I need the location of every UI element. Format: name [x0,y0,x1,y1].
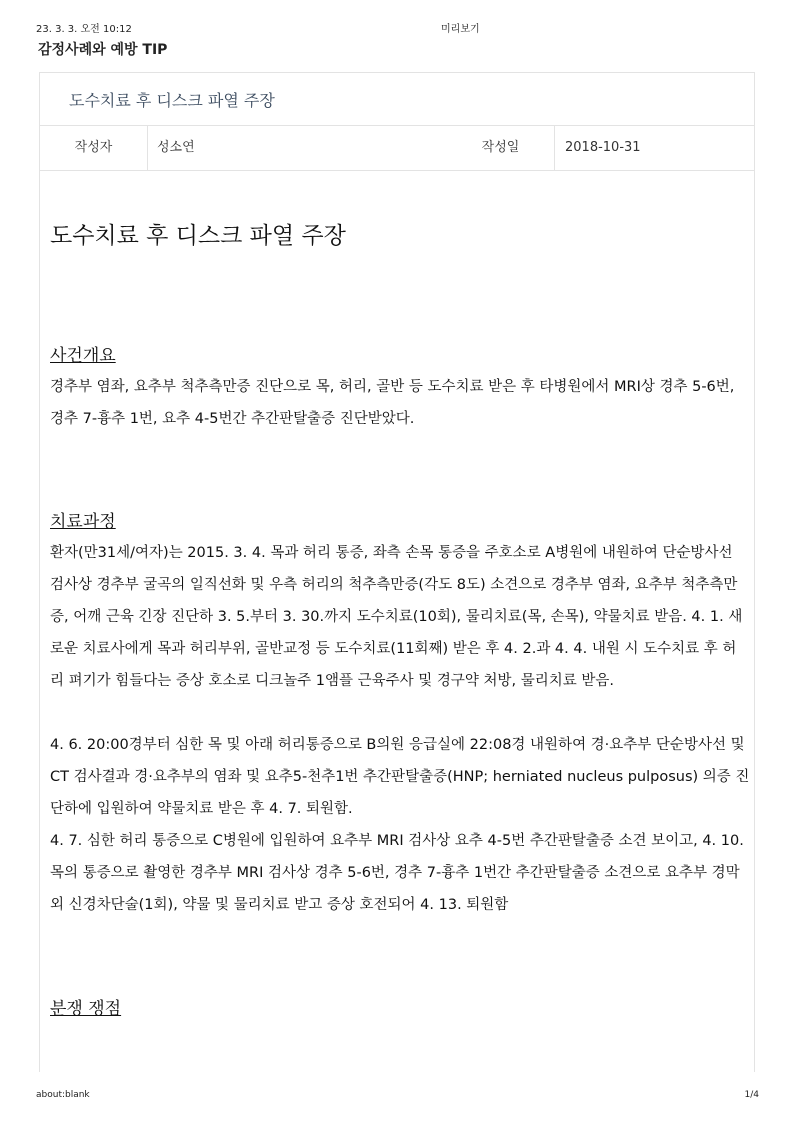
page-number: 1/4 [744,1090,759,1100]
date-value: 2018-10-31 [565,140,641,155]
author-label: 작성자 [40,126,148,170]
print-date: 23. 3. 3. 오전 10:12 [36,24,132,35]
print-header [36,20,757,34]
section-title-dispute: 분쟁 쟁점 [50,999,122,1019]
print-url: about:blank [36,1090,90,1100]
overview-paragraph: 경추부 염좌, 요추부 척추측만증 진단으로 목, 허리, 골반 등 도수치료 받은 후 타병원에서 MRI상 경추 5-6번, 경추 7-흉추 1번, 요추 4-5번간 추간판탈출증 진단받았다. [50,379,735,427]
date-label: 작성일 [447,126,555,170]
print-footer [36,1090,759,1102]
treatment-paragraph-2: 4. 6. 20:00경부터 심한 목 및 아래 허리통증으로 B의원 응급실에 22:08경 내원하여 경·요추부 단순방사선 및 CT 검사결과 경·요추부의 염좌 및 요추5-천추1번 추간판탈출증(HNP; herniated nucleus pulposus) 의증 진단하에 입원하여 약물치료 받은 후 4. 7. 퇴원함. [50,737,750,817]
treatment-paragraph-3: 4. 7. 심한 허리 통증으로 C병원에 입원하여 요추부 MRI 검사상 요추 4-5번 추간판탈출증 소견 보이고, 4. 10. 목의 통증으로 촬영한 경추부 MRI 검사상 경추 5-6번, 경추 7-흉추 1번간 추간판탈출증 소견으로 요추부 경막외 신경차단술(1회), 약물 및 물리치료 받고 증상 호전되어 4. 13. 퇴원함 [50,833,744,913]
treatment-paragraph-1: 환자(만31세/여자)는 2015. 3. 4. 목과 허리 통증, 좌측 손목 통증을 주호소로 A병원에 내원하여 단순방사선 검사상 경추부 굴곡의 일직선화 및 우측 허리의 척추측만증(각도 8도) 소견으로 경추부 염좌, 요추부 척추측만증, 어깨 근육 긴장 진단하 3. 5.부터 3. 30.까지 도수치료(10회), 물리치료(목, 손목), 약물치료 받음. 4. 1. 새로운 치료사에게 목과 허리부위, 골반교정 등 도수치료(11회째) 받은 후 4. 2.과 4. 4. 내원 시 도수치료 후 허리 펴기가 힘들다는 증상 호소로 디크놀주 1앰플 근육주사 및 경구약 처방, 물리치료 받음. [50,545,743,689]
site-title: 감정사례와 예방 TIP [38,42,168,58]
author-value: 성소연 [157,140,195,155]
post-container [39,72,755,1072]
post-meta-row [40,126,754,171]
post-title-row [40,73,754,126]
section-title-treatment: 치료과정 [50,512,116,532]
section-title-overview: 사건개요 [50,346,116,366]
post-title: 도수치료 후 디스크 파열 주장 [69,91,275,110]
print-title: 미리보기 [441,24,480,35]
content-heading: 도수치료 후 디스크 파열 주장 [50,223,346,249]
